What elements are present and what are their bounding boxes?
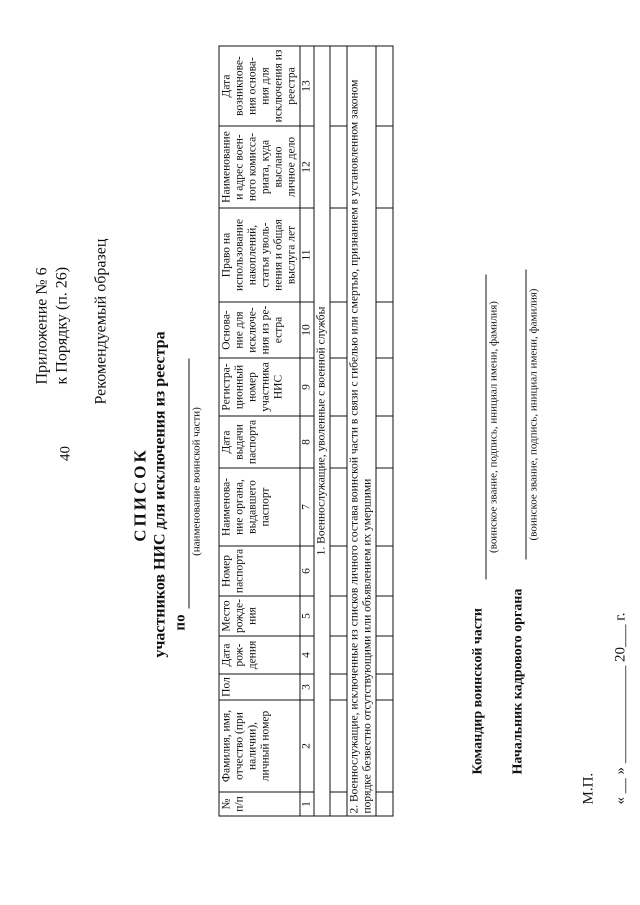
section-1-heading: 1. Военнослужащие, уволенные с военной службы [314,46,330,816]
header-cell: Право на использование накоплений, статья уволь-нения и общая выслуга лет [219,208,300,302]
date-line: « __ » _____________ 20___ г. [612,612,629,805]
column-number: 8 [300,416,314,468]
empty-cell [330,416,347,468]
date-open-quote: « [612,797,629,805]
header-cell: Дата рож-дения [219,636,300,674]
header-cell: Место рожде-ния [219,596,300,636]
empty-cell [330,208,347,302]
empty-cell [330,596,347,636]
column-number: 10 [300,302,314,358]
seal-place: М.П. [580,772,597,805]
commander-caption: (воинское звание, подпись, инициал имени, фамилия) [487,301,500,553]
empty-cell [330,636,347,674]
section-2-heading: 2. Военнослужащие, исключенные из списков личного состава воинской части в связи с гибелью или смертью, признанием в установленном законом порядке безвестно отсутствующими или объявлением их умершими [347,46,376,816]
document-subtitle: участников НИС для исключения из реестра [151,331,169,658]
po-label: по [172,614,189,631]
unit-name-caption: (наименование воинской части) [190,407,203,556]
column-number: 7 [300,468,314,546]
empty-cell [376,46,393,126]
hr-head-caption: (воинское звание, подпись, инициал имени, фамилия) [527,288,540,541]
title-block [131,215,203,775]
empty-cell [376,126,393,208]
empty-cell [330,468,347,546]
empty-cell [330,674,347,700]
header-cell: Дата выдачи паспорта [219,416,300,468]
column-number: 1 [300,792,314,816]
empty-cell [376,416,393,468]
hr-head-label: Начальник кадрового органа [510,588,526,775]
empty-cell [330,700,347,792]
column-number: 2 [300,700,314,792]
page-number: 40 [57,446,74,461]
empty-cell [376,792,393,816]
date-close-quote: » [612,767,629,775]
empty-cell [376,302,393,358]
empty-row [376,46,393,816]
commander-signature-line [485,275,487,580]
empty-cell [330,546,347,596]
header-cell: Номер паспорта [219,546,300,596]
date-year-prefix: 20 [612,647,629,662]
empty-cell [376,596,393,636]
column-number: 3 [300,674,314,700]
participants-table [219,46,394,817]
header-cell: Основа-ние для исключе-ния из ре-естра [219,302,300,358]
column-number: 12 [300,126,314,208]
column-number: 6 [300,546,314,596]
header-cell: Пол [219,674,300,700]
header-row [219,46,300,816]
empty-row [330,46,347,816]
sample-label: Рекомендуемый образец [92,238,110,405]
empty-cell [376,674,393,700]
date-suffix: г. [612,612,629,621]
unit-name-line [173,215,190,775]
header-cell: Регистра-ционный номер участника НИС [219,358,300,416]
header-cell: № п/п [219,792,300,816]
empty-cell [330,126,347,208]
empty-cell [330,46,347,126]
hr-head-signature-line [525,270,527,560]
rotated-form [1,0,640,905]
appendix-reference [33,155,73,385]
column-number-row [300,46,314,816]
empty-cell [376,358,393,416]
appendix-line-1: Приложение № 6 [33,267,51,385]
section-2-row [347,46,376,816]
section-1-row [314,46,330,816]
empty-cell [376,546,393,596]
commander-label: Командир воинской части [470,608,486,775]
header-cell: Наименова-ние органа, выдавшего паспорт [219,468,300,546]
empty-cell [376,636,393,674]
header-cell: Фамилия, имя, отчество (при наличии), личный номер [219,700,300,792]
appendix-line-2: к Порядку (п. 26) [53,266,71,385]
column-number: 9 [300,358,314,416]
header-cell: Дата возникнове-ния основа-ния для исключения из реестра [219,46,300,126]
empty-cell [330,358,347,416]
column-number: 11 [300,208,314,302]
column-number: 4 [300,636,314,674]
empty-cell [330,302,347,358]
unit-name-blank [173,358,190,608]
empty-cell [376,700,393,792]
header-cell: Наименование и адрес воен-ного комисса-риата, куда выслано личное дело [219,126,300,208]
empty-cell [376,468,393,546]
empty-cell [376,208,393,302]
document-title: СПИСОК [130,447,150,542]
column-number: 13 [300,46,314,126]
empty-cell [330,792,347,816]
column-number: 5 [300,596,314,636]
